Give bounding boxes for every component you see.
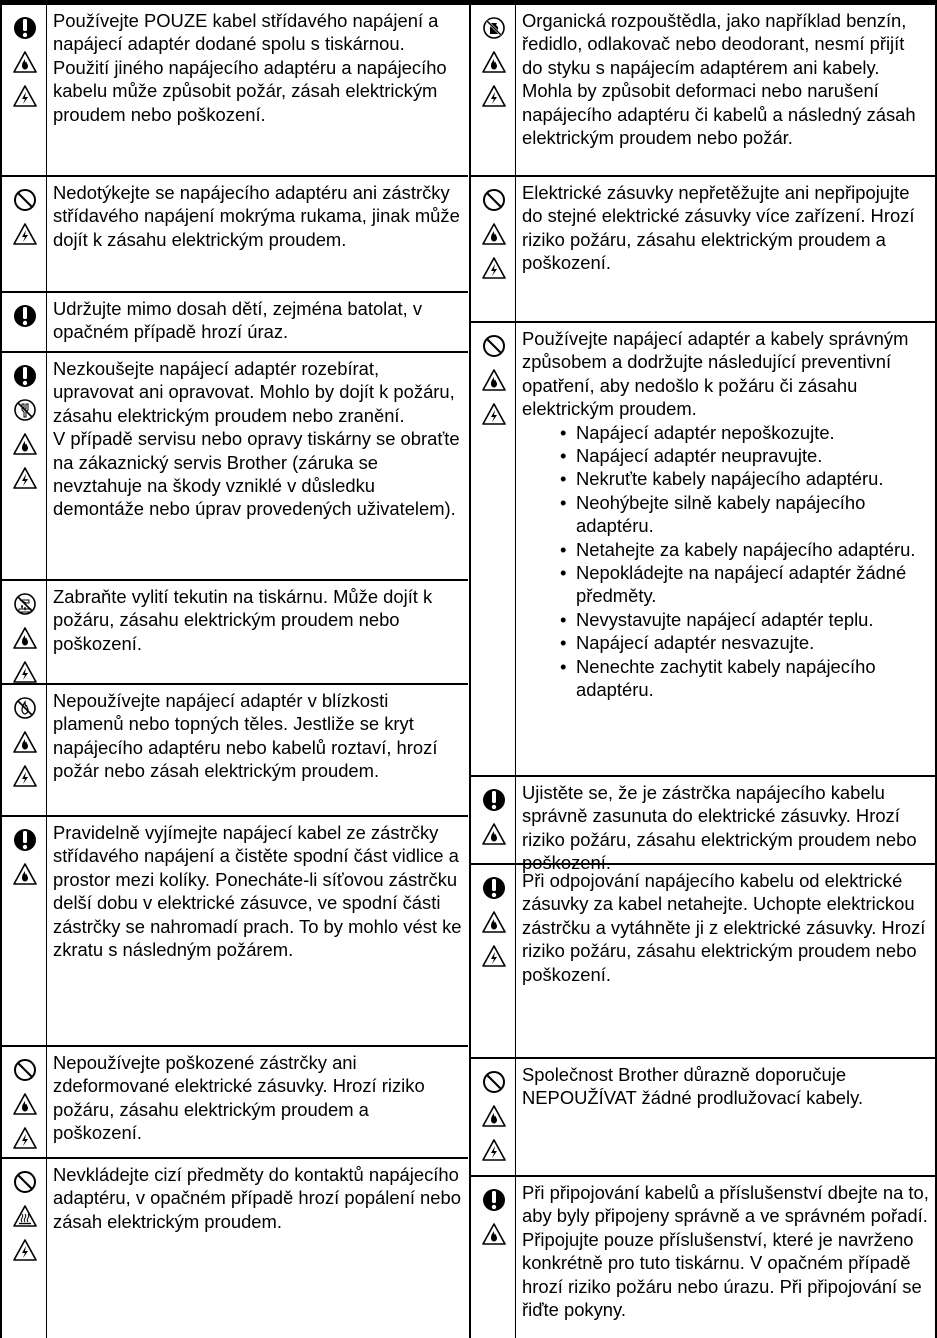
warning-paragraph: Použití jiného napájecího adaptéru a napájecího kabelu může způsobit požár, zásah elektrickým proudem nebo poškození. bbox=[53, 56, 447, 125]
warning-paragraph: Nedotýkejte se napájecího adaptéru ani zástrčky střídavého napájení mokrýma rukama, jinak může dojít k zásahu elektrickým proudem. bbox=[53, 182, 460, 250]
fire-warning-icon bbox=[481, 1101, 507, 1131]
icon-divider bbox=[46, 293, 47, 351]
icon-stack bbox=[475, 1185, 513, 1253]
precaution-list bbox=[522, 421, 929, 702]
warning-paragraph: Při připojování kabelů a příslušenství dbejte na to, aby byly připojeny správně a ve správném pořadí. Připojujte pouze příslušenství, které je navrženo konkrétně pro tuto tiskárnu. V opačném případě hrozí riziko požáru nebo úrazu. Při připojování se řiďte pokyny. bbox=[522, 1182, 929, 1321]
fire-warning-icon bbox=[12, 429, 38, 459]
icon-divider bbox=[46, 685, 47, 815]
precaution-item: • Netahejte za kabely napájecího adaptéru. bbox=[576, 538, 929, 561]
mandatory-icon bbox=[12, 13, 38, 43]
fire-warning-icon bbox=[12, 1089, 38, 1119]
precaution-item: • Napájecí adaptér nepoškozujte. bbox=[576, 421, 929, 444]
mandatory-icon bbox=[12, 361, 38, 391]
fire-warning-icon bbox=[12, 859, 38, 889]
warning-block bbox=[471, 321, 935, 775]
left-column bbox=[0, 5, 468, 1338]
icon-stack bbox=[475, 785, 513, 853]
precaution-item: • Napájecí adaptér nesvazujte. bbox=[576, 631, 929, 654]
warning-block bbox=[471, 5, 935, 175]
icon-divider bbox=[515, 777, 516, 863]
precaution-item: • Nepokládejte na napájecí adaptér žádné předměty. bbox=[576, 561, 929, 608]
icon-stack bbox=[6, 589, 44, 691]
warning-block bbox=[2, 579, 468, 683]
mandatory-icon bbox=[481, 1185, 507, 1215]
warning-block bbox=[2, 351, 468, 579]
warning-block bbox=[2, 683, 468, 815]
warning-block bbox=[2, 1157, 468, 1338]
warning-block bbox=[471, 1057, 935, 1175]
electric-shock-icon bbox=[12, 761, 38, 791]
warning-paragraph: Společnost Brother důrazně doporučuje NEPOUŽÍVAT žádné prodlužovací kabely. bbox=[522, 1064, 864, 1109]
icon-divider bbox=[46, 581, 47, 683]
fire-warning-icon bbox=[481, 365, 507, 395]
warning-text bbox=[53, 821, 462, 961]
icon-stack bbox=[475, 185, 513, 287]
warning-block bbox=[471, 175, 935, 321]
mandatory-icon bbox=[12, 825, 38, 855]
mandatory-icon bbox=[481, 785, 507, 815]
icon-stack bbox=[475, 13, 513, 115]
warning-paragraph: Používejte napájecí adaptér a kabely správným způsobem a dodržujte následující preventivní opatření, aby nedošlo k požáru či zásahu elektrickým proudem. bbox=[522, 328, 909, 420]
icon-stack bbox=[475, 873, 513, 975]
prohibited-icon bbox=[481, 1067, 507, 1097]
precaution-item: • Nevystavujte napájecí adaptér teplu. bbox=[576, 608, 929, 631]
warning-paragraph: Organická rozpouštědla, jako například benzín, ředidlo, odlakovač nebo deodorant, nesmí přijít do styku s napájecím adaptérem ani kabely. Mohla by způsobit deformaci nebo narušení napájecího adaptéru či kabelů a následný zásah elektrickým proudem nebo požár. bbox=[522, 10, 916, 149]
icon-stack bbox=[6, 185, 44, 253]
right-column bbox=[469, 5, 937, 1338]
icon-divider bbox=[46, 353, 47, 579]
icon-divider bbox=[46, 1047, 47, 1157]
warning-block bbox=[2, 5, 468, 175]
fire-warning-icon bbox=[481, 819, 507, 849]
warning-paragraph: V případě servisu nebo opravy tiskárny se obraťte na zákaznický servis Brother (záruka se nevztahuje na škody vzniklé v důsledku demontáže nebo úprav provedených uživatelem). bbox=[53, 428, 460, 520]
icon-divider bbox=[515, 1177, 516, 1338]
warning-text bbox=[522, 9, 929, 149]
mandatory-icon bbox=[12, 301, 38, 331]
prohibited-icon bbox=[481, 185, 507, 215]
fire-warning-icon bbox=[481, 1219, 507, 1249]
electric-shock-icon bbox=[481, 941, 507, 971]
precaution-item: • Napájecí adaptér neupravujte. bbox=[576, 444, 929, 467]
warning-text bbox=[522, 327, 929, 702]
warning-block bbox=[2, 815, 468, 1045]
precaution-item: • Neohýbejte silně kabely napájecího adaptéru. bbox=[576, 491, 929, 538]
warning-paragraph: Při odpojování napájecího kabelu od elektrické zásuvky za kabel netahejte. Uchopte elektrickou zástrčku a vytáhněte ji z elektrické zásuvky. Hrozí riziko požáru, zásahu elektrickým proudem nebo poškození. bbox=[522, 870, 926, 985]
fire-warning-icon bbox=[481, 907, 507, 937]
icon-divider bbox=[515, 1059, 516, 1175]
icon-divider bbox=[515, 5, 516, 175]
warning-text bbox=[522, 1181, 929, 1321]
precaution-item: • Nekruťte kabely napájecího adaptéru. bbox=[576, 467, 929, 490]
no-disassembly-icon bbox=[12, 395, 38, 425]
warning-block bbox=[471, 863, 935, 1057]
icon-divider bbox=[46, 5, 47, 175]
icon-stack bbox=[6, 1167, 44, 1269]
warning-paragraph: Nepoužívejte napájecí adaptér v blízkosti plamenů nebo topných těles. Jestliže se kryt napájecího adaptéru nebo kabelů roztaví, hrozí požár nebo zásah elektrickým proudem. bbox=[53, 690, 438, 782]
precaution-item: • Nenechte zachytit kabely napájecího adaptéru. bbox=[576, 655, 929, 702]
icon-divider bbox=[515, 865, 516, 1057]
fire-warning-icon bbox=[12, 623, 38, 653]
warning-text bbox=[53, 297, 462, 344]
warning-text bbox=[53, 181, 462, 251]
no-chemicals-icon bbox=[481, 13, 507, 43]
warning-text bbox=[53, 9, 462, 126]
prohibited-icon bbox=[481, 331, 507, 361]
warning-block bbox=[2, 1045, 468, 1157]
prohibited-icon bbox=[12, 1167, 38, 1197]
icon-divider bbox=[515, 323, 516, 775]
fire-warning-icon bbox=[12, 47, 38, 77]
warning-text bbox=[522, 869, 929, 986]
warning-paragraph: Ujistěte se, že je zástrčka napájecího kabelu správně zasunuta do elektrické zásuvky. Hrozí riziko požáru, zásahu elektrickým proudem nebo poškození. bbox=[522, 782, 917, 874]
fire-warning-icon bbox=[481, 219, 507, 249]
warning-text bbox=[522, 181, 929, 275]
no-liquid-icon bbox=[12, 589, 38, 619]
warning-paragraph: Udržujte mimo dosah dětí, zejména batolat, v opačném případě hrozí úraz. bbox=[53, 298, 423, 343]
electric-shock-icon bbox=[481, 399, 507, 429]
icon-stack bbox=[6, 301, 44, 335]
warning-text bbox=[522, 781, 929, 875]
icon-stack bbox=[6, 361, 44, 497]
warning-text bbox=[53, 585, 462, 655]
electric-shock-icon bbox=[481, 253, 507, 283]
hot-surface-icon bbox=[12, 1201, 38, 1231]
icon-divider bbox=[46, 817, 47, 1045]
warning-block bbox=[2, 291, 468, 351]
warning-text bbox=[53, 1051, 462, 1145]
warning-paragraph: Nevkládejte cizí předměty do kontaktů napájecího adaptéru, v opačném případě hrozí popálení nebo zásah elektrickým proudem. bbox=[53, 1164, 461, 1232]
icon-stack bbox=[6, 825, 44, 893]
electric-shock-icon bbox=[12, 463, 38, 493]
electric-shock-icon bbox=[481, 1135, 507, 1165]
warning-paragraph: Pravidelně vyjímejte napájecí kabel ze zástrčky střídavého napájení a čistěte spodní část vidlice a prostor mezi kolíky. Ponecháte-li síťovou zástrčku delší dobu v elektrické zásuvce, ve spodní části zástrčky se nahromadí prach. To by mohlo vést ke zkratu s následným požárem. bbox=[53, 822, 462, 961]
warning-text bbox=[53, 1163, 462, 1233]
icon-stack bbox=[6, 13, 44, 115]
icon-stack bbox=[475, 1067, 513, 1169]
warning-block bbox=[2, 175, 468, 291]
icon-divider bbox=[515, 177, 516, 321]
warning-paragraph: Nepoužívejte poškozené zástrčky ani zdeformované elektrické zásuvky. Hrozí riziko požáru, zásahu elektrickým proudem a poškození. bbox=[53, 1052, 425, 1144]
icon-stack bbox=[475, 331, 513, 433]
fire-warning-icon bbox=[12, 727, 38, 757]
warning-text bbox=[53, 689, 462, 783]
prohibited-icon bbox=[12, 185, 38, 215]
electric-shock-icon bbox=[12, 219, 38, 249]
icon-divider bbox=[46, 1159, 47, 1338]
mandatory-icon bbox=[481, 873, 507, 903]
warning-paragraph: Nezkoušejte napájecí adaptér rozebírat, upravovat ani opravovat. Mohlo by dojít k požáru, zásahu elektrickým proudem nebo zranění. bbox=[53, 358, 455, 426]
warning-text bbox=[522, 1063, 929, 1110]
prohibited-icon bbox=[12, 1055, 38, 1085]
electric-shock-icon bbox=[12, 1123, 38, 1153]
icon-stack bbox=[6, 693, 44, 795]
electric-shock-icon bbox=[481, 81, 507, 111]
fire-warning-icon bbox=[481, 47, 507, 77]
icon-divider bbox=[46, 177, 47, 291]
electric-shock-icon bbox=[12, 81, 38, 111]
icon-stack bbox=[6, 1055, 44, 1157]
warning-block bbox=[471, 1175, 935, 1338]
warning-paragraph: Elektrické zásuvky nepřetěžujte ani nepřipojujte do stejné elektrické zásuvky více zařízení. Hrozí riziko požáru, zásahu elektrickým proudem a poškození. bbox=[522, 182, 915, 274]
electric-shock-icon bbox=[12, 1235, 38, 1265]
warning-block bbox=[471, 775, 935, 874]
warning-paragraph: Používejte POUZE kabel střídavého napájení a napájecí adaptér dodané spolu s tiskárnou. bbox=[53, 10, 439, 55]
warning-text bbox=[53, 357, 462, 521]
warning-paragraph: Zabraňte vylití tekutin na tiskárnu. Může dojít k požáru, zásahu elektrickým proudem nebo poškození. bbox=[53, 586, 433, 654]
no-open-flame-icon bbox=[12, 693, 38, 723]
